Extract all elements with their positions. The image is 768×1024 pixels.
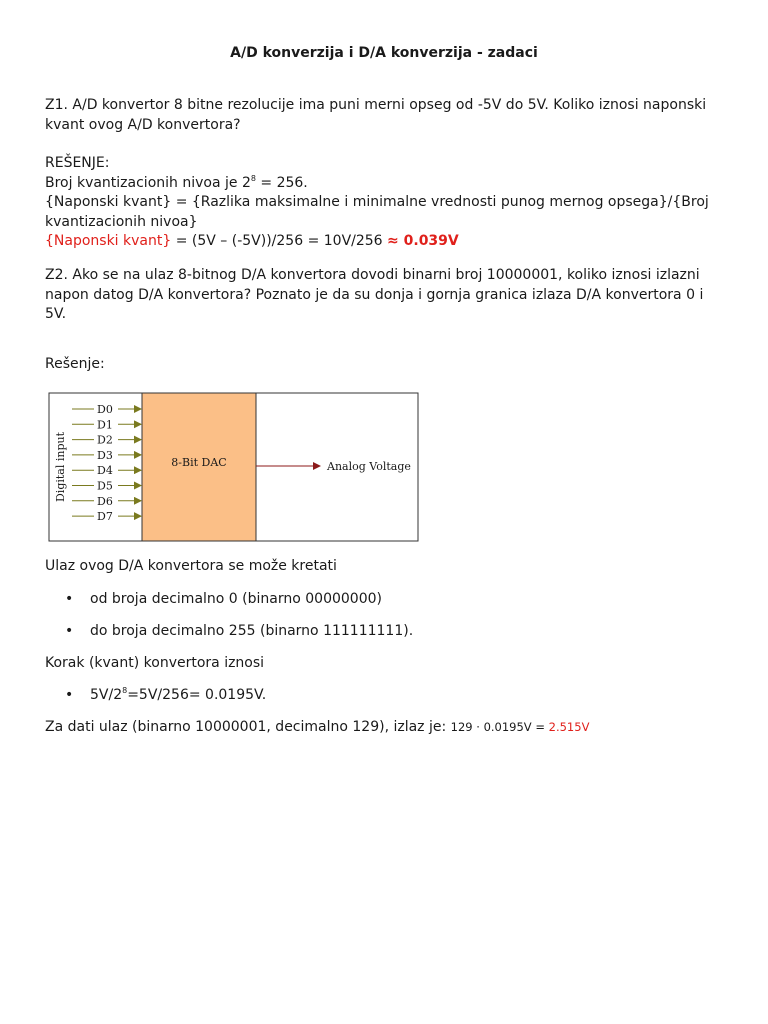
bullet-glyph: • xyxy=(65,687,74,703)
step-item-exponent: 8 xyxy=(122,686,128,695)
step-item-suffix: =5V/256= 0.0195V. xyxy=(127,687,267,703)
z1-solution xyxy=(45,154,715,252)
bullet-glyph: • xyxy=(65,591,74,607)
input-label-d1: D1 xyxy=(97,418,113,432)
range-intro: Ulaz ovog D/A konvertora se može kretati xyxy=(45,558,337,574)
final-answer xyxy=(45,718,715,738)
final-answer-text: Za dati ulaz (binarno 10000001, decimalno 129), izlaz je: xyxy=(45,719,451,735)
analog-voltage-label: Analog Voltage xyxy=(327,460,411,473)
step-intro: Korak (kvant) konvertora iznosi xyxy=(45,655,265,671)
input-label-d6: D6 xyxy=(97,494,113,508)
z1-levels-suffix: = 256. xyxy=(255,174,308,191)
range-item-min-text: od broja decimalno 0 (binarno 00000000) xyxy=(90,591,382,607)
input-label-d2: D2 xyxy=(97,433,113,447)
dac-diagram xyxy=(48,383,420,543)
z2-question: Z2. Ako se na ulaz 8-bitnog D/A konvertora dovodi binarni broj 10000001, koliko iznosi izlazni napon datog D/A konvertora? Poznato je da su donja i gornja granica izlaza D/A konvertora 0 i 5V. xyxy=(45,267,704,322)
z1-levels-prefix: Broj kvantizacionih nivoa je 2 xyxy=(45,174,251,191)
z1-result-label: {Naponski kvant} xyxy=(45,233,172,249)
document-title: A/D konverzija i D/A konverzija - zadaci xyxy=(230,45,538,61)
z1-result-calc: = (5V – (-5V))/256 = 10V/256 xyxy=(171,233,388,249)
step-item-prefix: 5V/2 xyxy=(90,687,123,703)
input-label-d0: D0 xyxy=(97,403,113,416)
step-item-text xyxy=(90,686,266,706)
z1-solution-heading: REŠENJE: xyxy=(45,155,110,171)
dac-box-label: 8-Bit DAC xyxy=(171,456,227,469)
input-label-d5: D5 xyxy=(97,479,113,493)
z1-levels-exponent: 8 xyxy=(250,173,256,183)
bullet-glyph: • xyxy=(65,623,74,639)
z2-solution-heading: Rešenje: xyxy=(45,356,105,372)
input-label-d4: D4 xyxy=(97,464,113,478)
z1-levels-line xyxy=(45,174,715,194)
z1-result-line xyxy=(45,232,715,252)
input-label-d7: D7 xyxy=(97,510,113,524)
z1-result-value: ≈ 0.039V xyxy=(387,233,459,249)
range-item-max-text: do broja decimalno 255 (binarno 111111111). xyxy=(90,623,414,639)
digital-input-label: Digital input xyxy=(54,431,67,503)
final-answer-result: 2.515V xyxy=(548,720,590,734)
z1-formula: {Naponski kvant} = {Razlika maksimalne i minimalne vrednosti punog mernog opsega}/{Broj kvantizacionih nivoa} xyxy=(45,194,709,230)
z1-question: Z1. A/D konvertor 8 bitne rezolucije ima puni merni opseg od -5V do 5V. Koliko iznosi naponski kvant ovog A/D konvertora? xyxy=(45,97,707,133)
input-label-d3: D3 xyxy=(97,448,113,462)
final-answer-calc: 129 · 0.0195V = xyxy=(450,720,549,734)
